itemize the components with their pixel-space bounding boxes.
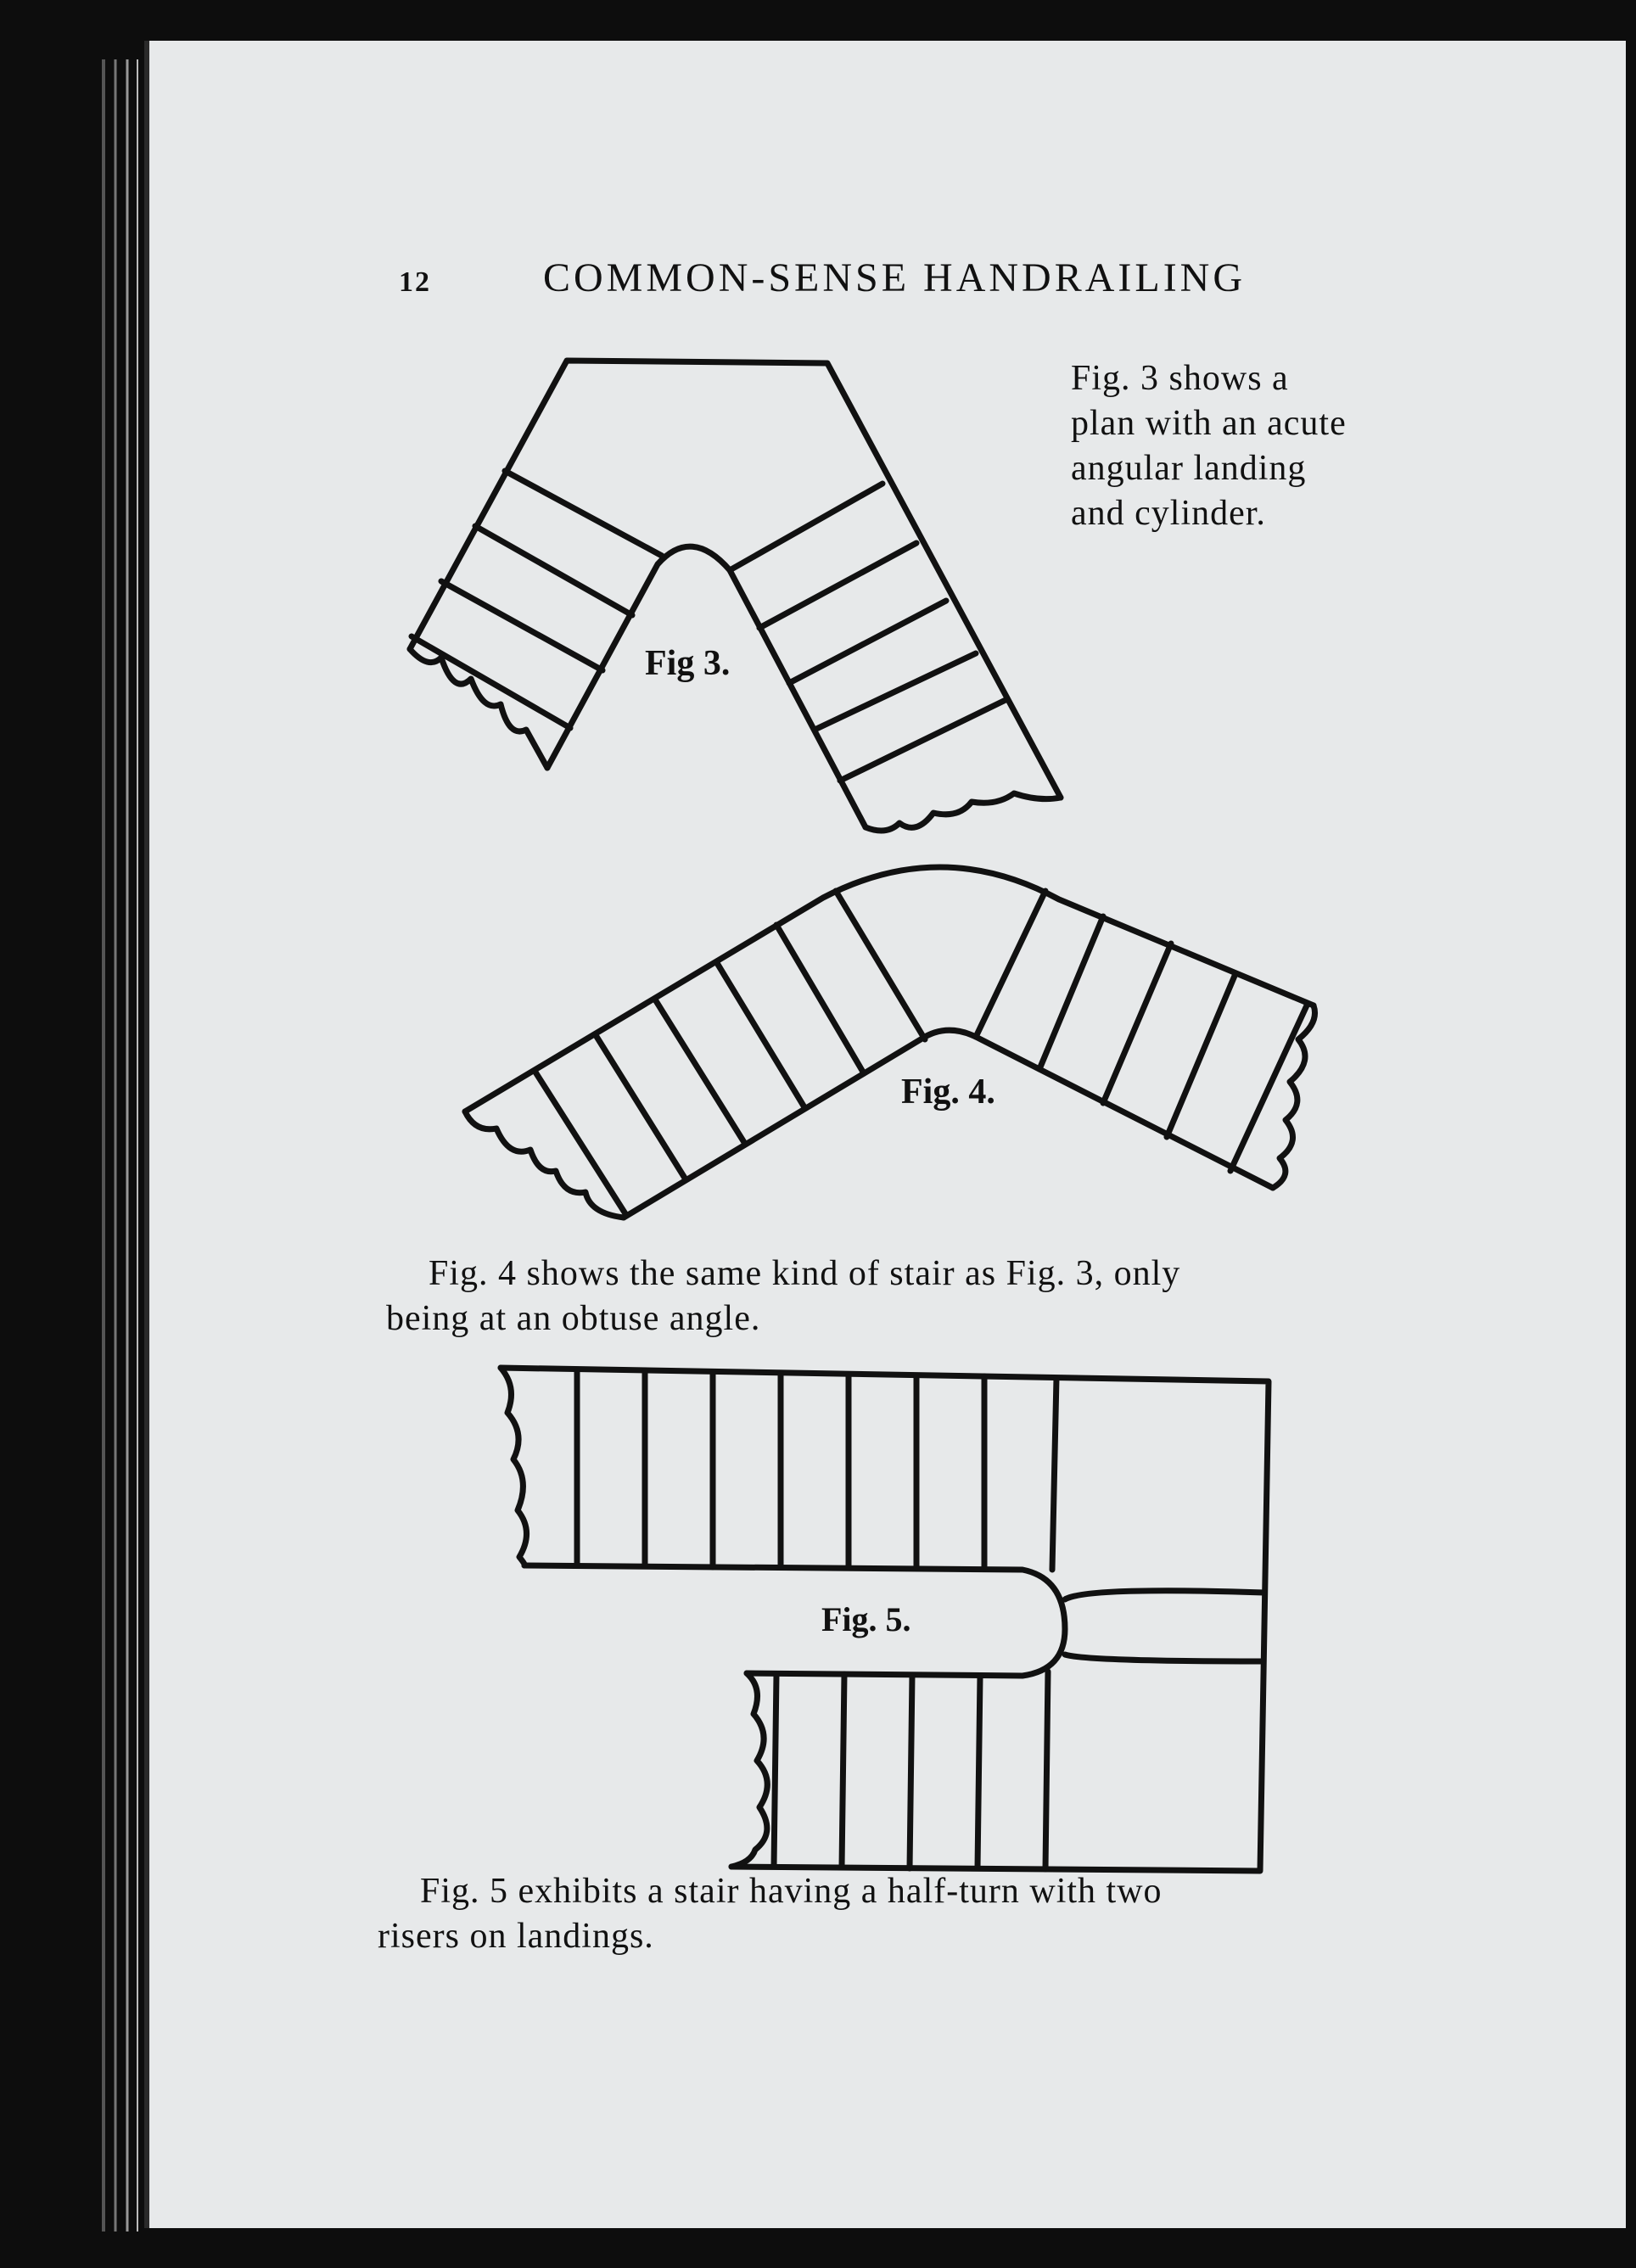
fig5-upper-inner-edge (524, 1565, 1065, 1676)
fig5-riser (978, 1676, 980, 1868)
fig5-caption-line: risers on landings. (378, 1917, 654, 1956)
page-number: 12 (399, 266, 431, 298)
fig4-riser (1103, 944, 1171, 1103)
fig3-caption-line: plan with an acute (1071, 404, 1347, 443)
fig4-riser (1167, 976, 1235, 1137)
fig4-caption-line: being at an obtuse angle. (386, 1299, 761, 1338)
fig5-riser (842, 1674, 844, 1868)
fig5-landing-riser (1065, 1591, 1264, 1599)
fig4-caption-line: Fig. 4 shows the same kind of stair as Fig. 3, only (429, 1254, 1181, 1293)
fig3-riser (759, 543, 916, 628)
fig3-riser (840, 700, 1006, 781)
fig5-caption-line: Fig. 5 exhibits a stair having a half-turn with two (420, 1872, 1163, 1911)
fig4-outline-outer (465, 867, 1314, 1112)
fig4-label: Fig. 4. (901, 1072, 995, 1112)
fig4-riser (976, 891, 1045, 1037)
fig4-broken-end-left (465, 1112, 624, 1218)
fig5-drawing (501, 1368, 1269, 1871)
fig5-riser (1045, 1672, 1048, 1869)
fig4-riser (596, 1035, 686, 1179)
book-title: COMMON-SENSE HANDRAILING (543, 255, 1246, 300)
fig5-broken-end-bottom (731, 1673, 767, 1867)
fig3-drawing (410, 361, 1061, 831)
fig3-riser (789, 601, 946, 683)
fig5-broken-end-top (501, 1368, 527, 1565)
fig4-drawing (465, 867, 1315, 1218)
fig5-riser (910, 1675, 912, 1868)
fig4-riser (836, 891, 925, 1039)
fig3-broken-end-right (866, 793, 1061, 831)
fig5-landing-riser (1065, 1655, 1263, 1661)
fig3-broken-end-left (410, 649, 547, 768)
fig4-riser (717, 963, 804, 1107)
fig3-riser (505, 471, 662, 556)
fig3-outline-inner (547, 546, 866, 827)
fig3-caption-line: angular landing (1071, 449, 1307, 488)
fig4-riser (655, 1000, 745, 1144)
fig3-riser (730, 484, 882, 570)
fig3-riser (441, 581, 602, 670)
fig5-label: Fig. 5. (821, 1600, 911, 1638)
fig4-riser (776, 925, 864, 1073)
fig3-caption-line: Fig. 3 shows a (1071, 359, 1289, 398)
fig4-riser (1039, 916, 1103, 1069)
fig3-caption-line: and cylinder. (1071, 494, 1266, 533)
fig5-riser (1052, 1378, 1056, 1570)
fig3-riser (475, 526, 632, 615)
fig3-riser (412, 636, 570, 728)
fig5-riser (774, 1674, 776, 1867)
fig3-label: Fig 3. (645, 644, 731, 683)
fig3-riser (815, 653, 976, 730)
